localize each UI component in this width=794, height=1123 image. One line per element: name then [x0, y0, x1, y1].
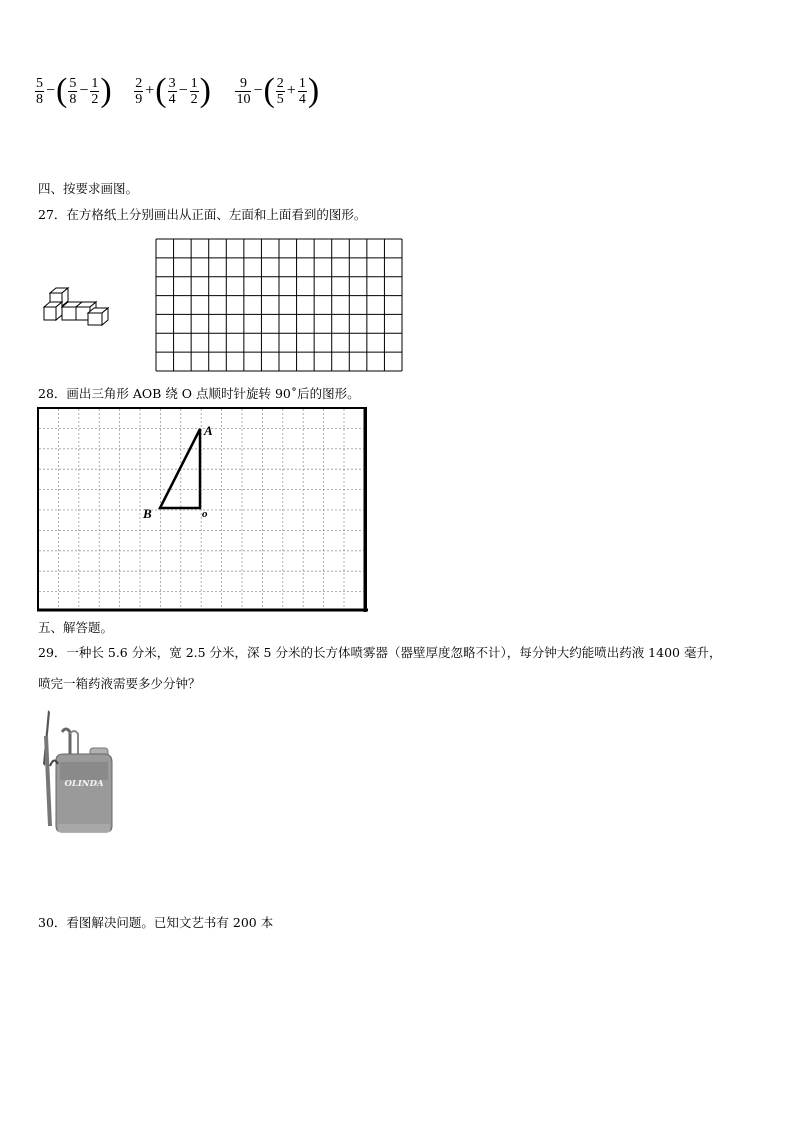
question-29-line-2: 喷完一箱药液需要多少分钟？ [38, 676, 201, 691]
rotation-grid-q28[interactable] [37, 407, 369, 614]
question-29-line-1: 29．一种长 5.6 分米，宽 2.5 分米，深 5 分米的长方体喷雾器（器壁厚度忽略不计），每分钟大约能喷出药液 1400 毫升， [38, 645, 722, 660]
denominator: 5 [276, 91, 284, 107]
operator: + [145, 82, 155, 99]
operator: + [286, 82, 296, 99]
question-28-text: 28．画出三角形 AOB 绕 O 点顺时针旋转 90˚后的图形。 [38, 386, 360, 401]
denominator: 4 [298, 91, 306, 107]
section-4-heading: 四、按要求画图。 [38, 181, 139, 196]
label-o: o [202, 508, 208, 520]
label-a: A [204, 423, 213, 438]
numerator: 1 [298, 75, 306, 91]
cube-figure [40, 285, 122, 329]
expression-1: $\frac{5}{8}$ − ( $\frac{5}{8}$ − $\frac{1}{2}$ ) [36, 72, 112, 109]
numerator: 2 [276, 75, 284, 91]
operator: − [178, 82, 188, 99]
denominator: 10 [236, 91, 251, 107]
operator: − [46, 82, 56, 99]
numerator: 1 [190, 75, 198, 91]
numerator: 5 [36, 75, 43, 91]
numerator: 9 [235, 76, 251, 92]
numerator: 3 [168, 75, 176, 91]
section-5-heading: 五、解答题。 [38, 620, 114, 635]
numerator: 2 [135, 75, 143, 91]
denominator: 4 [168, 91, 176, 107]
denominator: 9 [135, 91, 143, 107]
expression-2: $\frac{2}{9}$ + ( $\frac{3}{4}$ − $\frac{1}{2}$ ) [135, 72, 211, 109]
denominator: 2 [91, 91, 99, 107]
denominator: 8 [69, 91, 77, 107]
numerator: 1 [91, 75, 99, 91]
expression-row [34, 74, 319, 108]
question-27-text: 27．在方格纸上分别画出从正面、左面和上面看到的图形。 [38, 207, 367, 222]
answer-grid-q27[interactable] [154, 237, 404, 373]
operator: − [79, 82, 89, 99]
denominator: 2 [190, 91, 198, 107]
expression-3: $\frac{9}{10}$ − ( $\frac{2}{5}$ + $\frac{1}{4}$ ) [236, 72, 320, 109]
numerator: 5 [69, 75, 77, 91]
sprayer-brand-label: OLINDA [64, 779, 104, 789]
operator: − [253, 82, 263, 99]
label-b: B [143, 506, 152, 521]
denominator: 8 [36, 91, 43, 107]
question-30-text: 30．看图解决问题。已知文艺书有 200 本 [38, 915, 274, 930]
sprayer-image [40, 706, 120, 838]
